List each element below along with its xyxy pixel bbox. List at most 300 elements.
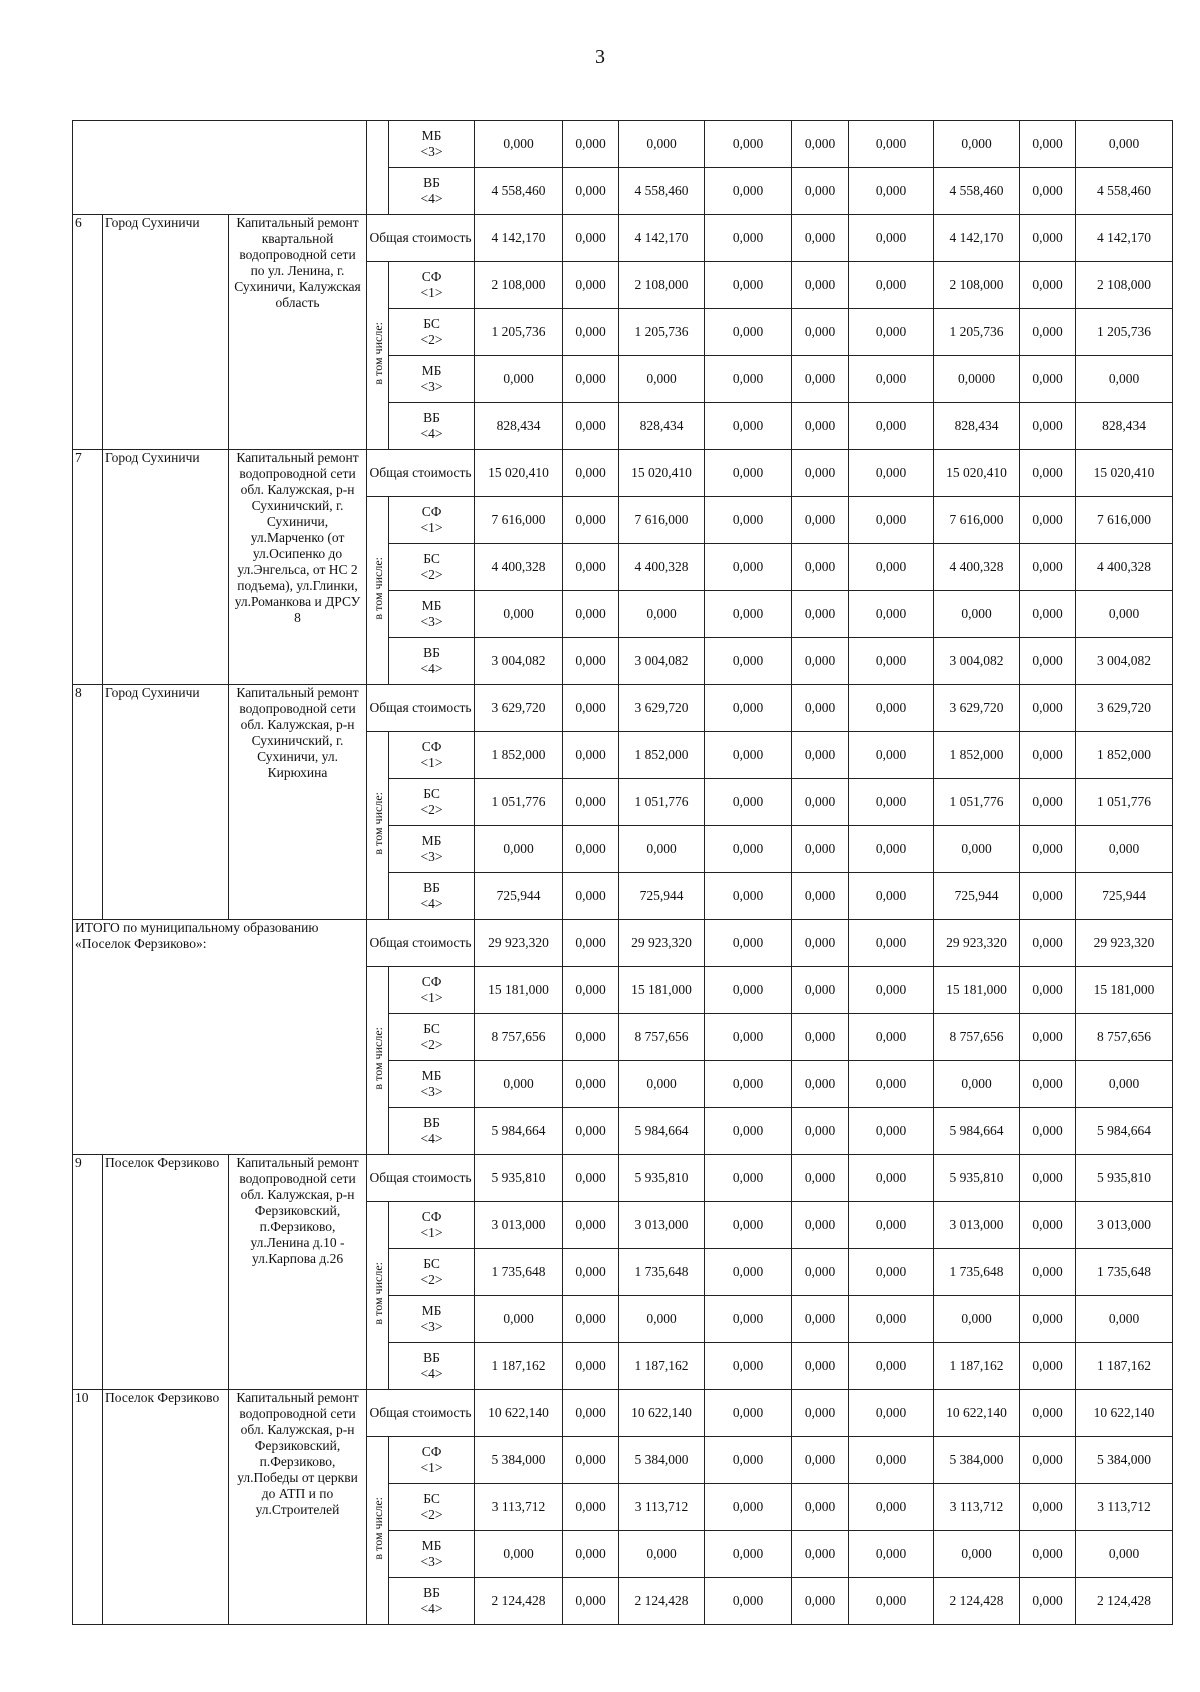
funding-source: МБ <3> [389, 591, 475, 638]
value-cell: 0,000 [792, 1437, 849, 1484]
value-cell: 0,000 [849, 497, 934, 544]
value-cell: 3 013,000 [934, 1202, 1020, 1249]
municipality-name: Город Сухиничи [103, 215, 229, 450]
value-cell: 0,000 [475, 1531, 563, 1578]
including-label-text: в том числе: [370, 1027, 385, 1090]
value-cell: 0,000 [1020, 1531, 1076, 1578]
value-cell: 0,000 [563, 497, 619, 544]
value-cell: 2 124,428 [475, 1578, 563, 1625]
value-cell: 0,000 [792, 1108, 849, 1155]
value-cell: 0,000 [563, 215, 619, 262]
value-cell: 0,000 [849, 638, 934, 685]
value-cell: 0,000 [1020, 403, 1076, 450]
value-cell: 0,000 [1020, 591, 1076, 638]
value-cell: 0,000 [563, 1578, 619, 1625]
value-cell: 0,000 [1020, 732, 1076, 779]
value-cell: 4 558,460 [619, 168, 705, 215]
value-cell: 725,944 [934, 873, 1020, 920]
project-description: Капитальный ремонт квартальной водопроводной сети по ул. Ленина, г. Сухиничи, Калужская область [229, 215, 367, 450]
value-cell: 8 757,656 [934, 1014, 1020, 1061]
including-label-text: в том числе: [370, 557, 385, 620]
value-cell: 0,000 [705, 1296, 792, 1343]
value-cell: 0,000 [475, 591, 563, 638]
value-cell: 0,000 [849, 732, 934, 779]
value-cell: 2 124,428 [619, 1578, 705, 1625]
value-cell: 0,000 [619, 591, 705, 638]
value-cell: 0,000 [849, 1249, 934, 1296]
value-cell: 725,944 [475, 873, 563, 920]
value-cell: 2 124,428 [1076, 1578, 1173, 1625]
value-cell: 0,000 [792, 920, 849, 967]
value-cell: 15 020,410 [1076, 450, 1173, 497]
value-cell: 0,000 [475, 356, 563, 403]
value-cell: 15 020,410 [619, 450, 705, 497]
value-cell: 29 923,320 [619, 920, 705, 967]
value-cell: 5 384,000 [1076, 1437, 1173, 1484]
funding-source: БС <2> [389, 779, 475, 826]
value-cell: 0,000 [619, 1061, 705, 1108]
value-cell: 0,000 [849, 356, 934, 403]
value-cell: 0,000 [1020, 1296, 1076, 1343]
value-cell: 0,000 [1020, 1484, 1076, 1531]
value-cell: 8 757,656 [1076, 1014, 1173, 1061]
value-cell: 10 622,140 [619, 1390, 705, 1437]
value-cell: 2 108,000 [934, 262, 1020, 309]
including-label-text: в том числе: [370, 322, 385, 385]
funding-source: СФ <1> [389, 967, 475, 1014]
value-cell: 0,000 [705, 685, 792, 732]
funding-source: МБ <3> [389, 1061, 475, 1108]
value-cell: 0,000 [705, 1014, 792, 1061]
project-number: 9 [73, 1155, 103, 1390]
value-cell: 3 113,712 [619, 1484, 705, 1531]
value-cell: 0,000 [705, 732, 792, 779]
value-cell: 1 852,000 [934, 732, 1020, 779]
value-cell: 1 852,000 [475, 732, 563, 779]
value-cell: 0,000 [1020, 685, 1076, 732]
value-cell: 0,000 [563, 1014, 619, 1061]
value-cell: 3 013,000 [619, 1202, 705, 1249]
value-cell: 0,000 [792, 1061, 849, 1108]
value-cell: 4 142,170 [934, 215, 1020, 262]
value-cell: 0,000 [934, 1531, 1020, 1578]
value-cell: 0,000 [849, 1390, 934, 1437]
value-cell: 3 004,082 [619, 638, 705, 685]
value-cell: 725,944 [1076, 873, 1173, 920]
funding-source: СФ <1> [389, 1437, 475, 1484]
value-cell: 7 616,000 [619, 497, 705, 544]
budget-table [72, 120, 1173, 1625]
value-cell: 1 852,000 [619, 732, 705, 779]
continued-project-cell [73, 121, 367, 215]
project-description: Капитальный ремонт водопроводной сети обл. Калужская, р-н Ферзиковский, п.Ферзиково, ул.Победы от церкви до АТП и по ул.Строителей [229, 1390, 367, 1625]
value-cell: 0,000 [1020, 215, 1076, 262]
including-label [367, 967, 389, 1155]
value-cell: 0,000 [563, 1531, 619, 1578]
value-cell: 5 984,664 [934, 1108, 1020, 1155]
value-cell: 0,000 [563, 1249, 619, 1296]
value-cell: 0,000 [849, 1061, 934, 1108]
value-cell: 0,000 [563, 732, 619, 779]
project-number: 7 [73, 450, 103, 685]
value-cell: 3 629,720 [619, 685, 705, 732]
value-cell: 0,000 [1076, 121, 1173, 168]
including-label [367, 1202, 389, 1390]
funding-source: МБ <3> [389, 826, 475, 873]
value-cell: 1 187,162 [619, 1343, 705, 1390]
value-cell: 0,000 [792, 1531, 849, 1578]
value-cell: 15 181,000 [1076, 967, 1173, 1014]
funding-source: Общая стоимость [367, 450, 475, 497]
value-cell: 0,000 [792, 1155, 849, 1202]
value-cell: 2 108,000 [1076, 262, 1173, 309]
value-cell: 0,000 [849, 215, 934, 262]
municipality-name: Поселок Ферзиково [103, 1390, 229, 1625]
funding-source: ВБ <4> [389, 403, 475, 450]
value-cell: 0,000 [849, 591, 934, 638]
value-cell: 0,000 [1076, 1061, 1173, 1108]
value-cell: 0,000 [1076, 1296, 1173, 1343]
value-cell: 0,000 [475, 1061, 563, 1108]
value-cell: 0,000 [563, 309, 619, 356]
funding-source: Общая стоимость [367, 215, 475, 262]
value-cell: 0,000 [705, 967, 792, 1014]
value-cell: 828,434 [619, 403, 705, 450]
value-cell: 3 113,712 [1076, 1484, 1173, 1531]
value-cell: 0,000 [1020, 121, 1076, 168]
value-cell: 0,000 [619, 121, 705, 168]
value-cell: 0,000 [705, 215, 792, 262]
value-cell: 0,000 [934, 121, 1020, 168]
value-cell: 0,000 [849, 826, 934, 873]
value-cell: 0,000 [1020, 450, 1076, 497]
table-row [73, 1155, 1173, 1202]
value-cell: 0,000 [1020, 1437, 1076, 1484]
value-cell: 1 735,648 [1076, 1249, 1173, 1296]
value-cell: 29 923,320 [1076, 920, 1173, 967]
value-cell: 0,000 [475, 121, 563, 168]
funding-source: ВБ <4> [389, 1108, 475, 1155]
value-cell: 0,000 [705, 356, 792, 403]
value-cell: 0,000 [1020, 1578, 1076, 1625]
value-cell: 2 124,428 [934, 1578, 1020, 1625]
value-cell: 0,000 [934, 1061, 1020, 1108]
value-cell: 0,000 [1020, 1061, 1076, 1108]
value-cell: 0,000 [849, 403, 934, 450]
project-description: Капитальный ремонт водопроводной сети обл. Калужская, р-н Ферзиковский, п.Ферзиково, ул.Ленина д.10 - ул.Карпова д.26 [229, 1155, 367, 1390]
value-cell: 0,000 [1020, 1343, 1076, 1390]
value-cell: 3 629,720 [1076, 685, 1173, 732]
value-cell: 1 852,000 [1076, 732, 1173, 779]
value-cell: 0,000 [1076, 356, 1173, 403]
subtotal-label: ИТОГО по муниципальному образованию «Поселок Ферзиково»: [73, 920, 367, 1155]
value-cell: 0,000 [792, 1578, 849, 1625]
value-cell: 0,000 [563, 826, 619, 873]
value-cell: 3 113,712 [934, 1484, 1020, 1531]
value-cell: 1 051,776 [934, 779, 1020, 826]
value-cell: 0,000 [792, 497, 849, 544]
value-cell: 1 187,162 [1076, 1343, 1173, 1390]
value-cell: 0,000 [705, 920, 792, 967]
including-label-text: в том числе: [370, 1262, 385, 1325]
value-cell: 5 384,000 [475, 1437, 563, 1484]
value-cell: 0,000 [792, 967, 849, 1014]
value-cell: 0,000 [1020, 1108, 1076, 1155]
value-cell: 0,000 [849, 1437, 934, 1484]
value-cell: 0,000 [619, 1531, 705, 1578]
value-cell: 0,000 [563, 1108, 619, 1155]
value-cell: 0,000 [705, 1437, 792, 1484]
value-cell: 15 181,000 [475, 967, 563, 1014]
value-cell: 0,000 [563, 1061, 619, 1108]
project-description: Капитальный ремонт водопроводной сети обл. Калужская, р-н Сухиничский, г. Сухиничи, ул.Марченко (от ул.Осипенко до ул.Энгельса, от НС 2 подъема), ул.Глинки, ул.Романкова и ДРСУ 8 [229, 450, 367, 685]
value-cell: 3 004,082 [475, 638, 563, 685]
value-cell: 0,000 [1076, 826, 1173, 873]
value-cell: 0,000 [475, 1296, 563, 1343]
value-cell: 0,000 [1020, 1014, 1076, 1061]
funding-source: ВБ <4> [389, 168, 475, 215]
value-cell: 0,000 [705, 591, 792, 638]
value-cell: 15 020,410 [934, 450, 1020, 497]
value-cell: 0,000 [705, 450, 792, 497]
value-cell: 10 622,140 [1076, 1390, 1173, 1437]
project-number: 6 [73, 215, 103, 450]
value-cell: 0,000 [475, 826, 563, 873]
value-cell: 1 735,648 [475, 1249, 563, 1296]
value-cell: 0,000 [705, 1390, 792, 1437]
value-cell: 0,000 [563, 262, 619, 309]
value-cell: 0,000 [705, 544, 792, 591]
funding-source: БС <2> [389, 544, 475, 591]
value-cell: 0,000 [1020, 497, 1076, 544]
value-cell: 0,000 [563, 1296, 619, 1343]
value-cell: 3 013,000 [475, 1202, 563, 1249]
funding-source: ВБ <4> [389, 1343, 475, 1390]
value-cell: 5 384,000 [619, 1437, 705, 1484]
value-cell: 10 622,140 [475, 1390, 563, 1437]
value-cell: 1 735,648 [934, 1249, 1020, 1296]
municipality-name: Город Сухиничи [103, 450, 229, 685]
value-cell: 0,000 [792, 1249, 849, 1296]
value-cell: 0,000 [849, 1531, 934, 1578]
funding-source: СФ <1> [389, 262, 475, 309]
value-cell: 0,000 [1076, 591, 1173, 638]
value-cell: 0,000 [619, 1296, 705, 1343]
value-cell: 1 205,736 [475, 309, 563, 356]
value-cell: 0,000 [619, 356, 705, 403]
value-cell: 8 757,656 [475, 1014, 563, 1061]
value-cell: 0,000 [849, 1202, 934, 1249]
funding-source: БС <2> [389, 1014, 475, 1061]
value-cell: 3 629,720 [475, 685, 563, 732]
value-cell: 0,000 [705, 309, 792, 356]
value-cell: 0,000 [705, 826, 792, 873]
value-cell: 0,000 [792, 262, 849, 309]
value-cell: 1 205,736 [619, 309, 705, 356]
value-cell: 0,000 [563, 1484, 619, 1531]
value-cell: 4 558,460 [934, 168, 1020, 215]
value-cell: 0,000 [849, 873, 934, 920]
value-cell: 0,000 [1020, 873, 1076, 920]
value-cell: 0,000 [563, 1437, 619, 1484]
value-cell: 0,000 [705, 1484, 792, 1531]
value-cell: 0,000 [563, 591, 619, 638]
value-cell: 0,000 [563, 920, 619, 967]
value-cell: 5 984,664 [475, 1108, 563, 1155]
value-cell: 0,000 [849, 168, 934, 215]
funding-source: ВБ <4> [389, 1578, 475, 1625]
funding-source: МБ <3> [389, 1296, 475, 1343]
value-cell: 0,000 [934, 591, 1020, 638]
value-cell: 0,000 [563, 356, 619, 403]
funding-source: СФ <1> [389, 497, 475, 544]
value-cell: 828,434 [1076, 403, 1173, 450]
value-cell: 0,000 [705, 1578, 792, 1625]
value-cell: 0,000 [563, 779, 619, 826]
including-label [367, 497, 389, 685]
value-cell: 0,000 [705, 1249, 792, 1296]
table-row [73, 685, 1173, 732]
value-cell: 4 400,328 [1076, 544, 1173, 591]
value-cell: 0,000 [849, 1578, 934, 1625]
value-cell: 1 051,776 [1076, 779, 1173, 826]
table-row [73, 450, 1173, 497]
value-cell: 5 984,664 [1076, 1108, 1173, 1155]
funding-source: Общая стоимость [367, 1155, 475, 1202]
value-cell: 0,000 [705, 121, 792, 168]
table-row [73, 1390, 1173, 1437]
value-cell: 8 757,656 [619, 1014, 705, 1061]
value-cell: 0,000 [849, 779, 934, 826]
funding-source: ВБ <4> [389, 638, 475, 685]
value-cell: 0,000 [934, 826, 1020, 873]
value-cell: 1 735,648 [619, 1249, 705, 1296]
value-cell: 0,000 [563, 638, 619, 685]
value-cell: 0,000 [1020, 1390, 1076, 1437]
funding-source: ВБ <4> [389, 873, 475, 920]
value-cell: 29 923,320 [934, 920, 1020, 967]
municipality-name: Город Сухиничи [103, 685, 229, 920]
value-cell: 0,000 [563, 1343, 619, 1390]
value-cell: 0,000 [849, 967, 934, 1014]
value-cell: 0,000 [705, 779, 792, 826]
value-cell: 0,000 [563, 544, 619, 591]
value-cell: 828,434 [475, 403, 563, 450]
value-cell: 0,000 [792, 356, 849, 403]
value-cell: 0,000 [563, 121, 619, 168]
municipality-name: Поселок Ферзиково [103, 1155, 229, 1390]
value-cell: 3 004,082 [1076, 638, 1173, 685]
value-cell: 0,000 [792, 1390, 849, 1437]
including-label [367, 121, 389, 215]
funding-source: БС <2> [389, 1249, 475, 1296]
page-number: 3 [595, 46, 605, 68]
value-cell: 0,000 [849, 1296, 934, 1343]
value-cell: 4 558,460 [475, 168, 563, 215]
value-cell: 5 935,810 [1076, 1155, 1173, 1202]
value-cell: 0,000 [849, 121, 934, 168]
including-label [367, 262, 389, 450]
value-cell: 828,434 [934, 403, 1020, 450]
value-cell: 0,000 [792, 873, 849, 920]
value-cell: 3 113,712 [475, 1484, 563, 1531]
value-cell: 0,000 [792, 1484, 849, 1531]
value-cell: 0,000 [849, 685, 934, 732]
value-cell: 29 923,320 [475, 920, 563, 967]
value-cell: 0,000 [1020, 967, 1076, 1014]
value-cell: 4 558,460 [1076, 168, 1173, 215]
value-cell: 4 400,328 [934, 544, 1020, 591]
value-cell: 0,000 [563, 873, 619, 920]
value-cell: 0,000 [1020, 826, 1076, 873]
value-cell: 0,000 [792, 544, 849, 591]
value-cell: 0,000 [792, 309, 849, 356]
value-cell: 0,000 [849, 262, 934, 309]
value-cell: 0,000 [1020, 309, 1076, 356]
value-cell: 0,000 [792, 732, 849, 779]
value-cell: 0,000 [1020, 544, 1076, 591]
funding-source: БС <2> [389, 309, 475, 356]
value-cell: 0,000 [792, 1202, 849, 1249]
value-cell: 0,000 [792, 168, 849, 215]
value-cell: 0,000 [849, 1014, 934, 1061]
value-cell: 0,000 [705, 403, 792, 450]
value-cell: 5 935,810 [934, 1155, 1020, 1202]
value-cell: 0,000 [563, 1390, 619, 1437]
value-cell: 0,000 [705, 873, 792, 920]
value-cell: 0,000 [849, 1343, 934, 1390]
value-cell: 0,000 [563, 168, 619, 215]
value-cell: 3 004,082 [934, 638, 1020, 685]
funding-source: СФ <1> [389, 732, 475, 779]
value-cell: 0,000 [792, 638, 849, 685]
value-cell: 1 205,736 [934, 309, 1020, 356]
value-cell: 725,944 [619, 873, 705, 920]
value-cell: 0,000 [705, 638, 792, 685]
project-number: 10 [73, 1390, 103, 1625]
value-cell: 0,000 [705, 1061, 792, 1108]
value-cell: 0,000 [1020, 1202, 1076, 1249]
table-row [73, 121, 1173, 168]
value-cell: 5 935,810 [619, 1155, 705, 1202]
value-cell: 0,000 [849, 1484, 934, 1531]
value-cell: 5 984,664 [619, 1108, 705, 1155]
value-cell: 0,000 [705, 1531, 792, 1578]
funding-source: Общая стоимость [367, 1390, 475, 1437]
value-cell: 7 616,000 [934, 497, 1020, 544]
value-cell: 4 400,328 [619, 544, 705, 591]
funding-source: Общая стоимость [367, 685, 475, 732]
value-cell: 0,000 [792, 685, 849, 732]
value-cell: 0,000 [934, 1296, 1020, 1343]
value-cell: 0,000 [705, 497, 792, 544]
value-cell: 0,000 [849, 1155, 934, 1202]
value-cell: 0,000 [1020, 168, 1076, 215]
value-cell: 0,000 [705, 262, 792, 309]
value-cell: 1 187,162 [934, 1343, 1020, 1390]
value-cell: 4 142,170 [1076, 215, 1173, 262]
value-cell: 0,000 [705, 1108, 792, 1155]
value-cell: 0,000 [1020, 779, 1076, 826]
value-cell: 0,000 [1020, 920, 1076, 967]
value-cell: 0,000 [792, 1296, 849, 1343]
value-cell: 2 108,000 [619, 262, 705, 309]
value-cell: 3 013,000 [1076, 1202, 1173, 1249]
funding-source: МБ <3> [389, 356, 475, 403]
value-cell: 0,000 [1076, 1531, 1173, 1578]
value-cell: 0,0000 [934, 356, 1020, 403]
value-cell: 0,000 [705, 168, 792, 215]
